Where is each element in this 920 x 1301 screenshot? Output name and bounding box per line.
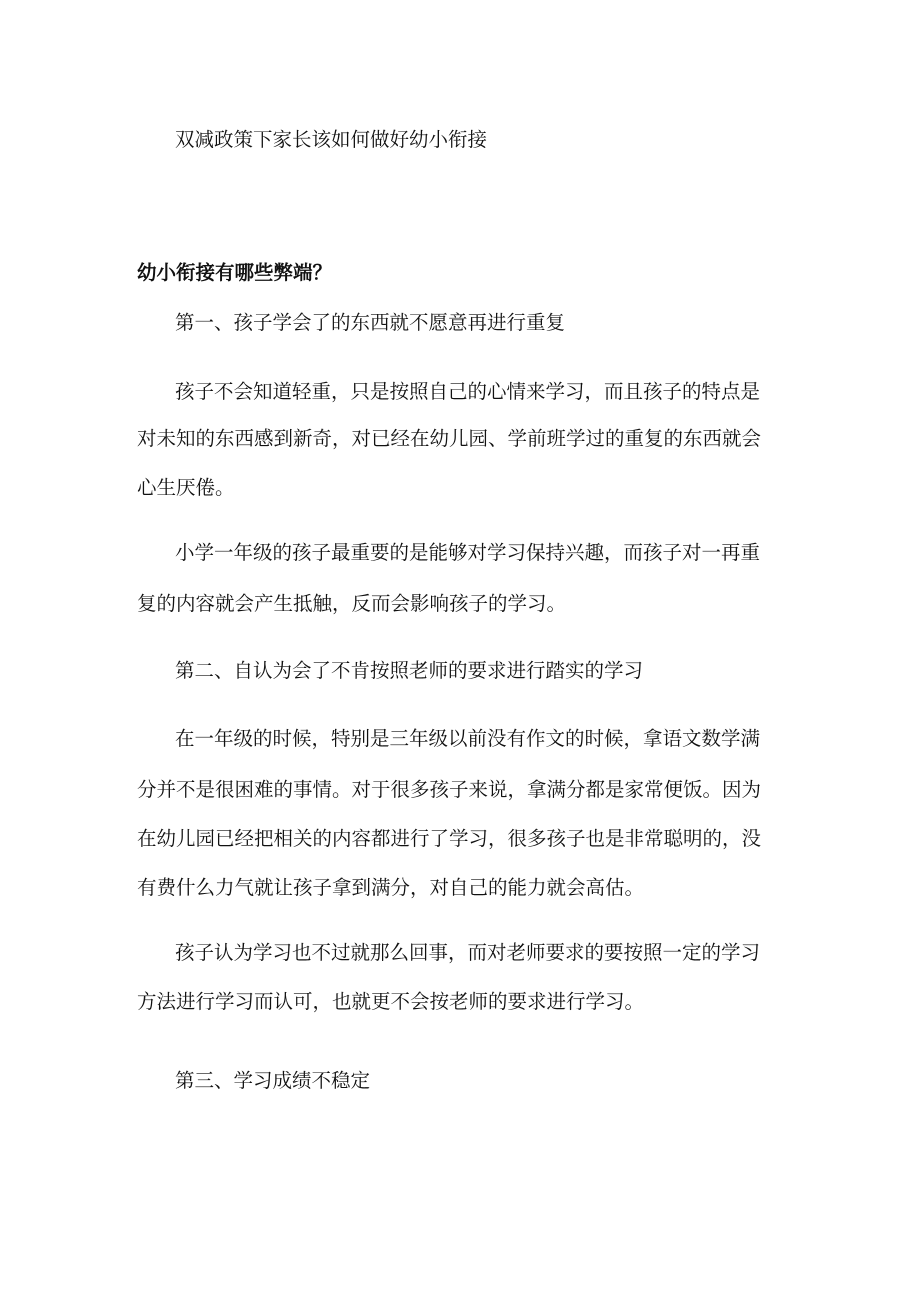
paragraph-line: 心生厌倦。 <box>137 476 235 499</box>
document-title: 双减政策下家长该如何做好幼小衔接 <box>175 128 488 151</box>
paragraph-line: 在一年级的时候，特别是三年级以前没有作文的时候，拿语文数学满 <box>175 727 761 750</box>
point-heading-3: 第三、学习成绩不稳定 <box>175 1069 371 1092</box>
point-heading-1: 第一、孩子学会了的东西就不愿意再进行重复 <box>175 311 566 334</box>
paragraph-line: 方法进行学习而认可，也就更不会按老师的要求进行学习。 <box>137 990 645 1013</box>
paragraph-line: 复的内容就会产生抵触，反而会影响孩子的学习。 <box>137 592 567 615</box>
paragraph-line: 对未知的东西感到新奇，对已经在幼儿园、学前班学过的重复的东西就会 <box>137 427 762 450</box>
paragraph-line: 有费什么力气就让孩子拿到满分，对自己的能力就会高估。 <box>137 876 645 899</box>
paragraph-line: 小学一年级的孩子最重要的是能够对学习保持兴趣，而孩子对一再重 <box>175 541 761 564</box>
paragraph-line: 在幼儿园已经把相关的内容都进行了学习，很多孩子也是非常聪明的，没 <box>137 827 762 850</box>
paragraph-line: 分并不是很困难的事情。对于很多孩子来说，拿满分都是家常便饭。因为 <box>137 778 762 801</box>
point-heading-2: 第二、自认为会了不肯按照老师的要求进行踏实的学习 <box>175 659 644 682</box>
paragraph-line: 孩子认为学习也不过就那么回事，而对老师要求的要按照一定的学习 <box>175 941 761 964</box>
section-heading: 幼小衔接有哪些弊端？ <box>137 261 333 284</box>
paragraph-line: 孩子不会知道轻重，只是按照自己的心情来学习，而且孩子的特点是 <box>175 380 761 403</box>
